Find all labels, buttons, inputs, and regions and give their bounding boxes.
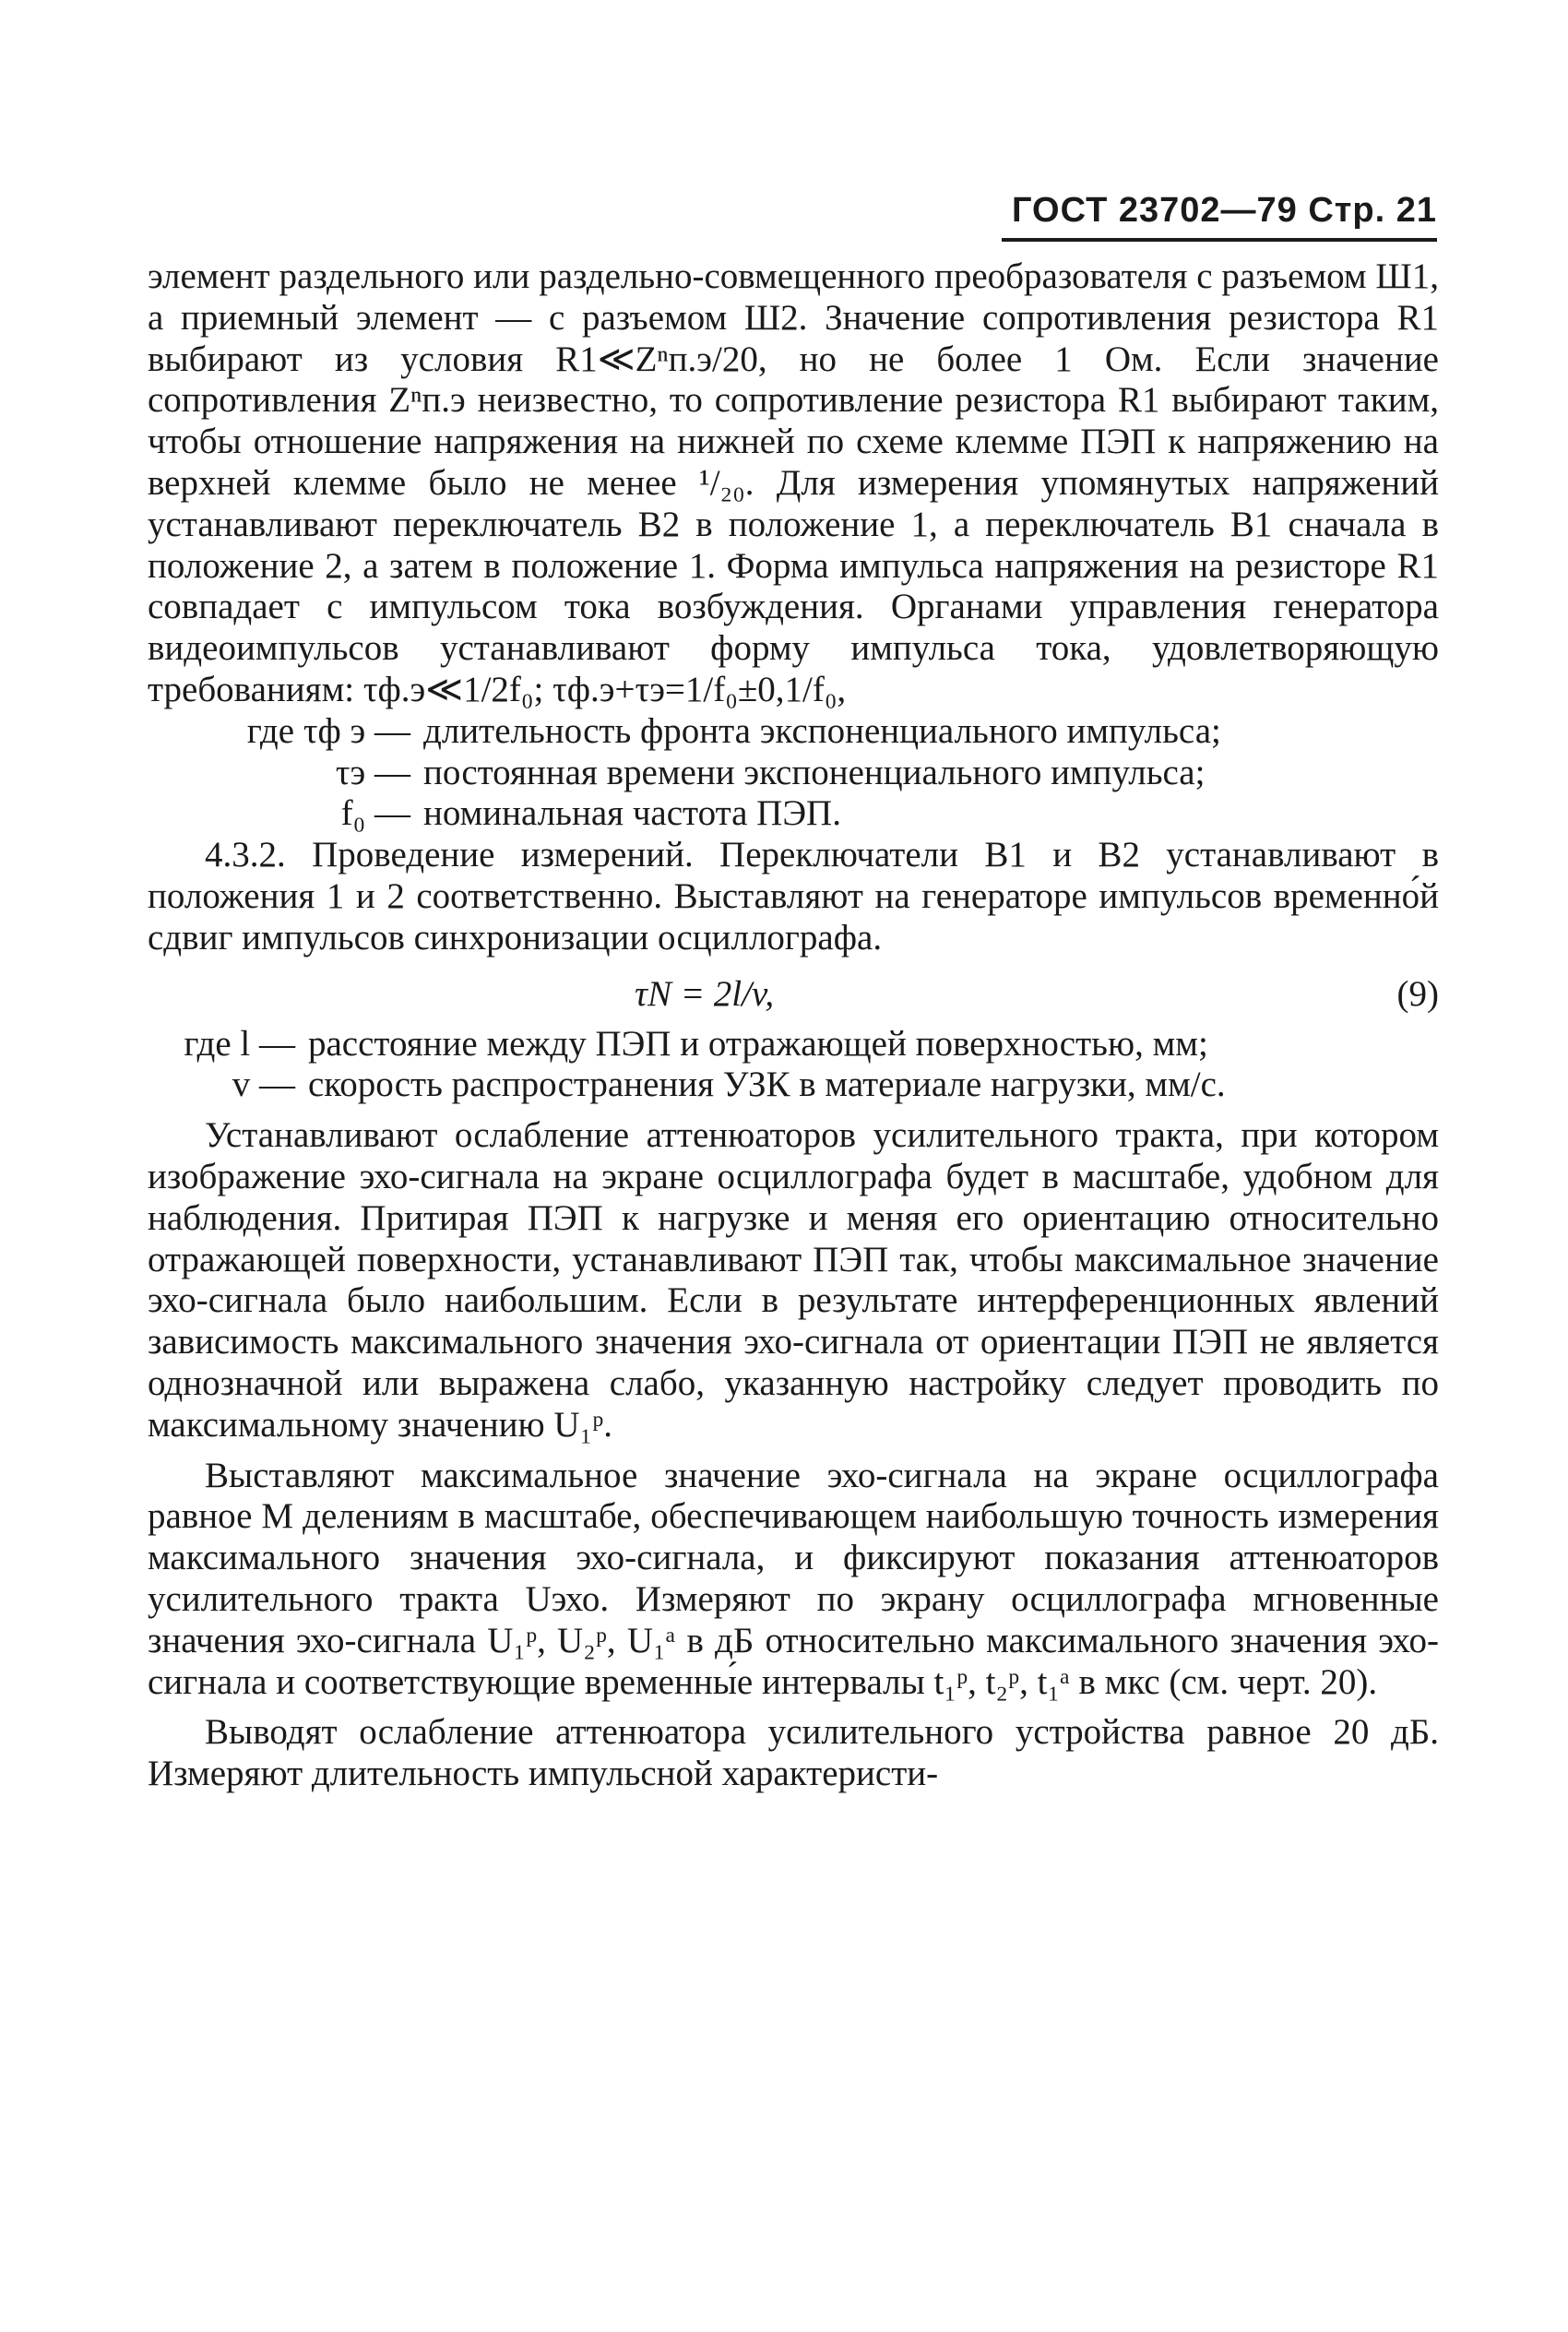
definitions-list-2 (148, 1024, 1439, 1107)
definition-text: скорость распространения УЗК в материале нагрузки, мм/с. (308, 1065, 1226, 1105)
paragraph-measurements: 4.3.2. Проведение измерений. Переключатели В1 и В2 устанавливают в положения 1 и 2 соответственно. Выставляют на генераторе импульсов временно́й сдвиг импульсов синхронизации осциллографа. (148, 835, 1439, 958)
formula-number: (9) (1396, 973, 1439, 1014)
paragraph-attenuation: Устанавливают ослабление аттенюаторов усилительного тракта, при котором изображение эхо-сигнала на экране осциллографа будет в масштабе, удобном для наблюдения. Притирая ПЭП к нагрузке и меняя его ориентацию относительно отражающей поверхности, устанавливают ПЭП так, чтобы максимальное значение эхо-сигнала было наибольшим. Если в результате интерференционных явлений зависимость максимального значения эхо-сигнала от ориентации ПЭП не является однозначной или выражена слабо, указанную настройку следует проводить по максимальному значению U₁ᵖ. (148, 1115, 1439, 1445)
definition-item (148, 793, 1439, 835)
page-header: ГОСТ 23702—79 Стр. 21 (1011, 191, 1437, 230)
formula-row (148, 967, 1439, 1024)
paragraph-pulse-response: Выводят ослабление аттенюатора усилительного устройства равное 20 дБ. Измеряют длительность импульсной характеристи- (148, 1712, 1439, 1794)
definition-symbol: где l — (184, 1023, 295, 1064)
paragraph-continuation: элемент раздельного или раздельно-совмещенного преобразователя с разъемом Ш1, а приемный элемент — с разъемом Ш2. Значение сопротивления резистора R1 выбирают из условия R1≪Zⁿп.э/20, но не более 1 Ом. Если значение сопротивления Zⁿп.э неизвестно, то сопротивление резистора R1 выбирают таким, чтобы отношение напряжения на нижней по схеме клемме ПЭП к напряжению на верхней клемме было не менее ¹/₂₀. Для измерения упомянутых напряжений устанавливают переключатель В2 в положение 1, а переключатель В1 сначала в положение 2, а затем в положение 1. Форма импульса напряжения на резисторе R1 совпадает с импульсом тока возбуждения. Органами управления генератора видеоимпульсов устанавливают форму импульса тока, удовлетворяющую требованиям: τф.э≪1/2f₀; τф.э+τэ=1/f₀±0,1/f₀, (148, 256, 1439, 709)
definition-symbol: где τф э — (246, 710, 410, 751)
definition-symbol: v — (232, 1065, 295, 1105)
definitions-list-1 (148, 711, 1439, 835)
header-rule (1002, 238, 1437, 242)
definition-text: номинальная частота ПЭП. (423, 793, 841, 834)
definition-symbol: f₀ — (340, 793, 410, 834)
definition-text: расстояние между ПЭП и отражающей поверхностью, мм; (308, 1023, 1208, 1064)
definition-item (148, 1024, 1439, 1065)
definition-item (148, 711, 1439, 753)
definition-symbol: τэ — (335, 752, 410, 792)
definition-item (148, 1065, 1439, 1106)
paragraph-echo-signal: Выставляют максимальное значение эхо-сигнала на экране осциллографа равное M делениям в масштабе, обеспечивающем наибольшую точность измерения максимального значения эхо-сигнала, и фиксируют показания аттенюаторов усилительного тракта Uэхо. Измеряют по экрану осциллографа мгновенные значения эхо-сигнала U₁ᵖ, U₂ᵖ, U₁ᵃ в дБ относительно максимального значения эхо-сигнала и соответствующие временны́е интервалы t₁ᵖ, t₂ᵖ, t₁ᵃ в мкс (см. черт. 20). (148, 1455, 1439, 1702)
formula-expression: τN = 2l/v, (635, 973, 775, 1014)
document-body (148, 256, 1439, 1795)
definition-item (148, 753, 1439, 794)
definition-text: постоянная времени экспоненциального импульса; (423, 752, 1206, 792)
definition-text: длительность фронта экспоненциального импульса; (423, 710, 1221, 751)
